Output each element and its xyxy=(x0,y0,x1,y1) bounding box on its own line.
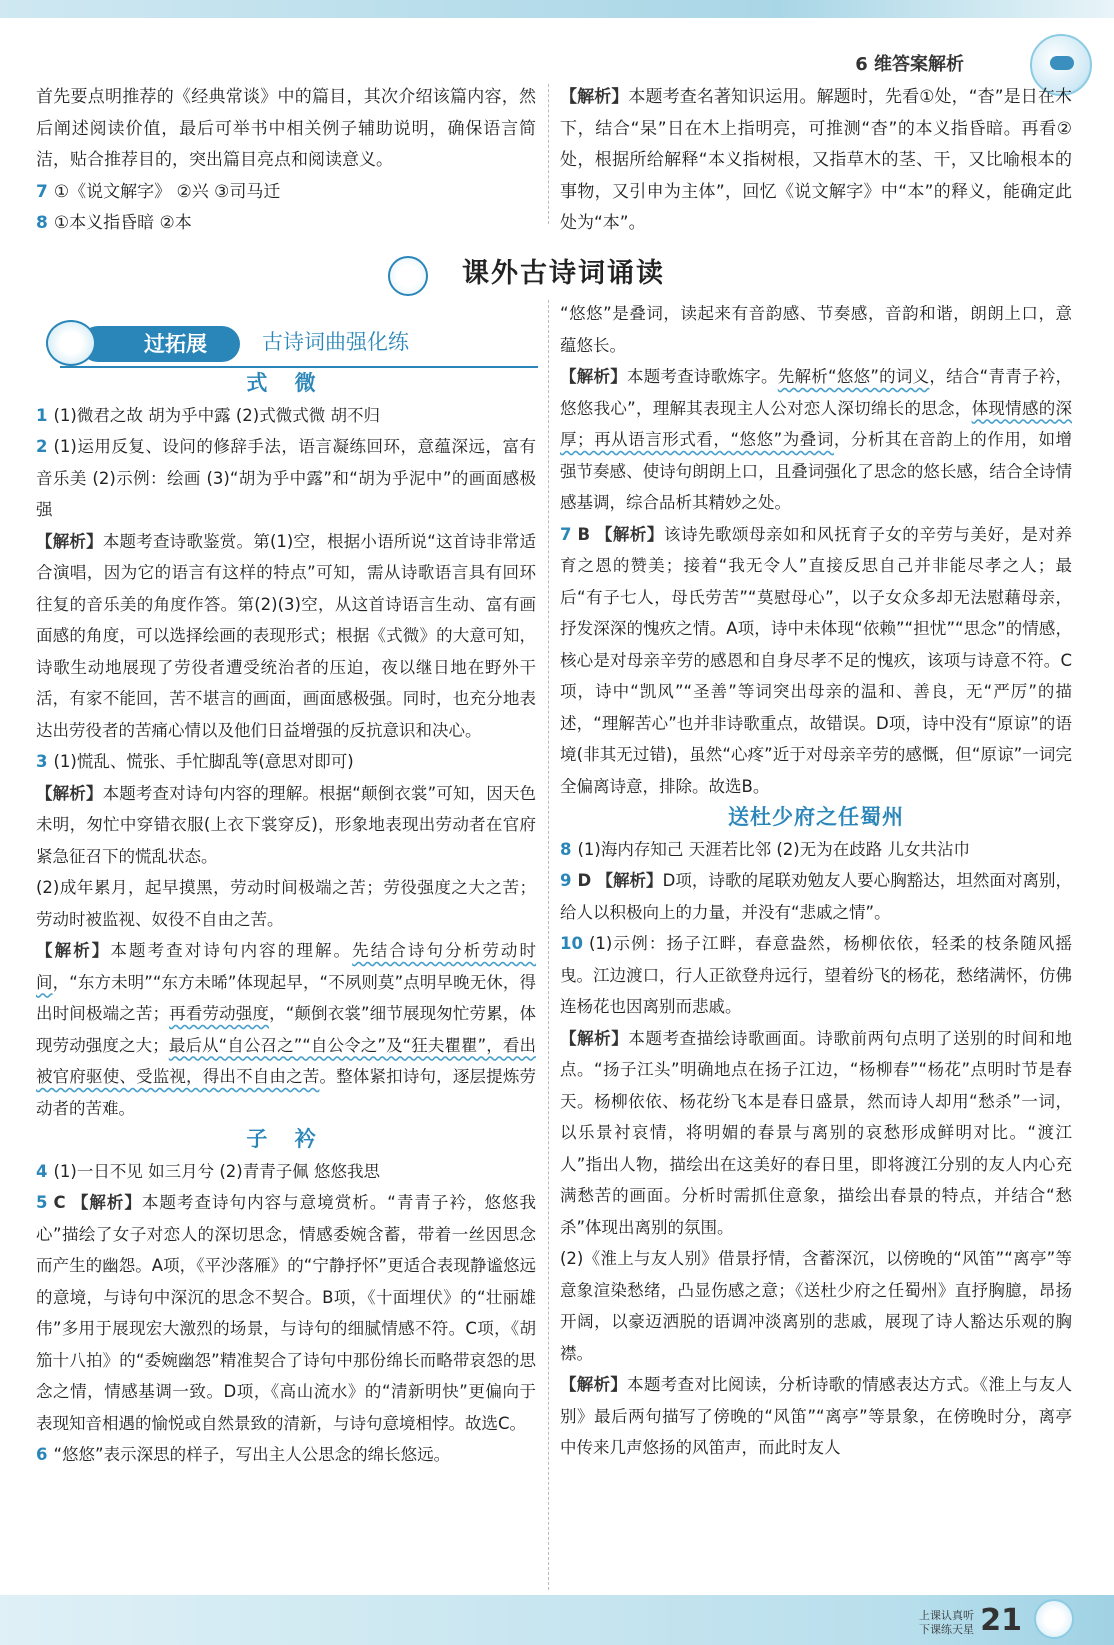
top-right-block xyxy=(560,82,1072,240)
page-number: 21 xyxy=(980,1603,1022,1638)
answer-7-top: 7 ①《说文解字》 ②兴 ③司马迁 xyxy=(36,181,281,202)
practice-badge xyxy=(40,318,540,374)
footer-bar xyxy=(0,1595,1114,1645)
poem-title-songdu: 送杜少府之任蜀州 xyxy=(728,805,904,829)
answer-6: 6 “悠悠”表示深思的样子，写出主人公思念的绵长悠远。 xyxy=(36,1445,451,1464)
answer-8-top: 8 ①本义指昏暗 ②本 xyxy=(36,213,192,233)
analysis-10-1: 【解析】本题考查描绘诗歌画面。诗歌前两句点明了送别的时间和地点。“扬子江头”明确地点在扬子江边，“杨柳春”“杨花”点明时节是春天。杨柳依依、杨花纷飞本是春日盛景，然而诗人却用“愁杀”一词，以乐景衬哀情，将明媚的春景与离别的哀愁形成鲜明对比。“渡江人”指出人物，描绘出在这美好的春日里，即将渡江分别的友人内心充满愁苦的画面。分析时需抓住意象，描绘出春景的特点，并结合“愁杀”体现出离别的氛围。 xyxy=(560,1028,1073,1237)
page-header xyxy=(0,18,1114,90)
answer-5: 5 C 【解析】本题考查诗句内容与意境赏析。“青青子衿，悠悠我心”描绘了女子对恋人的深切思念，情感委婉含蓄，带着一丝因思念而产生的幽怨。A项，《平沙落雁》的“宁静抒怀”更适合表现静谧悠远的意境，与诗句中深沉的思念不契合。B项，《十面埋伏》的“壮丽雄伟”多用于展现宏大激烈的场景，与诗句的细腻情感不符。C项，《胡笳十八拍》的“委婉幽怨”精准契合了诗句中那份绵长而略带哀怨的思念之情，情感基调一致。D项，《高山流水》的“清新明快”更偏向于表现知音相遇的愉悦或自然景致的清新，与诗句意境相悖。故选C。 xyxy=(36,1193,537,1433)
header-title: 6 维答案解析 xyxy=(855,54,964,75)
star-face-icon xyxy=(388,256,428,296)
analysis-10-2: 【解析】本题考查对比阅读，分析诗歌的情感表达方式。《淮上与友人别》最后两句描写了傍晚的“风笛”“离亭”等景象，在傍晚时分，离亭中传来几声悠扬的风笛声，而此时友人 xyxy=(560,1375,1073,1457)
answer-10: 10 (1)示例：扬子江畔，春意盎然，杨柳依依，轻柔的枝条随风摇曳。江边渡口，行人正欲登舟远行，望着纷飞的杨花，愁绪满怀，仿佛连杨花也因离别而悲戚。 xyxy=(560,934,1072,1016)
section-title: 课外古诗词诵读 xyxy=(0,248,1114,300)
left-column xyxy=(36,368,536,1471)
top-decor-bar xyxy=(0,0,1114,18)
analysis-2: 【解析】本题考查诗歌鉴赏。第(1)空，根据小语所说“这首诗非常适合演唱，因为它的语言有这样的特点”可知，需从诗歌语言具有回环往复的音乐美的角度作答。第(2)(3)空，从这首诗语言生动、富有画面感的角度，可以选择绘画的表现形式；根据《式微》的大意可知，诗歌生动地展现了劳役者遭受统治者的压迫，夜以继日地在野外干活，有家不能回，苦不堪言的画面，画面感极强。同时，也充分地表达出劳役者的苦痛心情以及他们日益增强的反抗意识和决心。 xyxy=(36,531,537,740)
footer-slogan: 上课认真听 下课练天星 xyxy=(919,1609,974,1636)
footer-mascot-icon xyxy=(1034,1599,1074,1639)
column-divider-main xyxy=(548,300,549,1590)
poem-title-zijin: 子 衿 xyxy=(246,1127,326,1151)
recommend-text: 首先要点明推荐的《经典常谈》中的篇目，其次介绍该篇内容，然后阐述阅读价值，最后可举书中相关例子辅助说明，确保语言简洁，贴合推荐目的，突出篇目亮点和阅读意义。 xyxy=(36,87,536,170)
answer-7: 7 B 【解析】该诗先歌颂母亲如和风抚育子女的辛劳与美好，是对养育之恩的赞美；接着“我无令人”直接反思自己并非能尽孝之人；最后“有子七人，母氏劳苦”“莫慰母心”，以子女众多却无法慰藉母亲，抒发深深的愧疚之情。A项，诗中未体现“依赖”“担忧”“思念”的情感，核心是对母亲辛劳的感恩和自身尽孝不足的愧疚，该项与诗意不符。C项，诗中“凯风”“圣善”等词突出母亲的温和、善良，无“严厉”的描述，“理解苦心”也并非诗歌重点，故错误。D项，诗中没有“原谅”的语境(非其无过错)，虽然“心疼”近于对母亲辛劳的感慨，但“原谅”一词完全偏离诗意，排除。故选B。 xyxy=(560,524,1073,796)
analysis-8-top: 【解析】本题考查名著知识运用。解题时，先看①处，“杳”是日在木下，结合“杲”日在木上指明亮，可推测“杳”的本义指昏暗。再看②处，根据所给解释“本义指树根，又指草木的茎、干，又比喻根本的事物，又引申为主体”，回忆《说文解字》中“本”的释义，能确定此处为“本”。 xyxy=(560,87,1072,233)
column-divider-top xyxy=(548,84,549,224)
analysis-3-1: 【解析】本题考查对诗句内容的理解。根据“颠倒衣裳”可知，因天色未明，匆忙中穿错衣服(上衣下裳穿反)，形象地表现出劳动者在官府紧急征召下的慌乱状态。 xyxy=(36,783,536,866)
answer-3-part2: (2)成年累月，起早摸黑，劳动时间极端之苦；劳役强度之大之苦；劳动时被监视、奴役不自由之苦。 xyxy=(36,878,536,929)
answer-8: 8 (1)海内存知己 天涯若比邻 (2)无为在歧路 儿女共沾巾 xyxy=(560,839,970,859)
mascot-face-icon xyxy=(46,320,96,366)
answer-3: 3 (1)慌乱、慌张、手忙脚乱等(意思对即可) xyxy=(36,752,354,771)
top-left-block xyxy=(36,82,536,240)
analysis-6: 【解析】本题考查诗歌炼字。先解析“悠悠”的词义，结合“青青子衿，悠悠我心”，理解其表现主人公对恋人深切绵长的思念，体现情感的深厚；再从语言形式看，“悠悠”为叠词，分析其在音韵上的作用，如增强节奏感、使诗句朗朗上口，且叠词强化了思念的悠长感，结合全诗情感基调，综合品析其精妙之处。 xyxy=(560,367,1072,512)
badge-pill: 过拓展 xyxy=(80,326,240,362)
answer-9: 9 D 【解析】D项，诗歌的尾联劝勉友人要心胸豁达，坦然面对离别，给人以积极向上的力量，并没有“悲戚之情”。 xyxy=(560,871,1072,922)
answer-2: 2 (1)运用反复、设问的修辞手法，语言凝练回环，意蕴深远，富有音乐美 (2)示例：绘画 (3)“胡为乎中露”和“胡为乎泥中”的画面感极强 xyxy=(36,437,536,519)
answer-1: 1 (1)微君之故 胡为乎中露 (2)式微式微 胡不归 xyxy=(36,405,380,425)
right-column xyxy=(560,298,1072,1464)
answer-4: 4 (1)一日不见 如三月兮 (2)青青子佩 悠悠我思 xyxy=(36,1161,380,1181)
analysis-3-2: 【解析】本题考查对诗句内容的理解。先结合诗句分析劳动时间，“东方未明”“东方未晞”体现起早，“不夙则莫”点明早晚无休，得出时间极端之苦；再看劳动强度，“颠倒衣裳”细节展现匆忙劳累，体现劳动强度之大；最后从“自公召之”“自公令之”及“狂夫瞿瞿”，看出被官府驱使、受监视，得出不自由之苦。整体紧扣诗句，逐层提炼劳动者的苦难。 xyxy=(36,941,537,1118)
badge-subtitle: 古诗词曲强化练 xyxy=(262,330,409,354)
answer-6-cont: “悠悠”是叠词，读起来有音韵感、节奏感，音韵和谐，朗朗上口，意蕴悠长。 xyxy=(560,304,1072,355)
answer-10-part2: (2)《淮上与友人别》借景抒情，含蓄深沉，以傍晚的“风笛”“离亭”等意象渲染愁绪，凸显伤感之意；《送杜少府之任蜀州》直抒胸臆，昂扬开阔，以豪迈洒脱的语调冲淡离别的悲戚，展现了诗人豁达乐观的胸襟。 xyxy=(560,1249,1072,1363)
poem-title-shiwei: 式 微 xyxy=(246,371,326,395)
